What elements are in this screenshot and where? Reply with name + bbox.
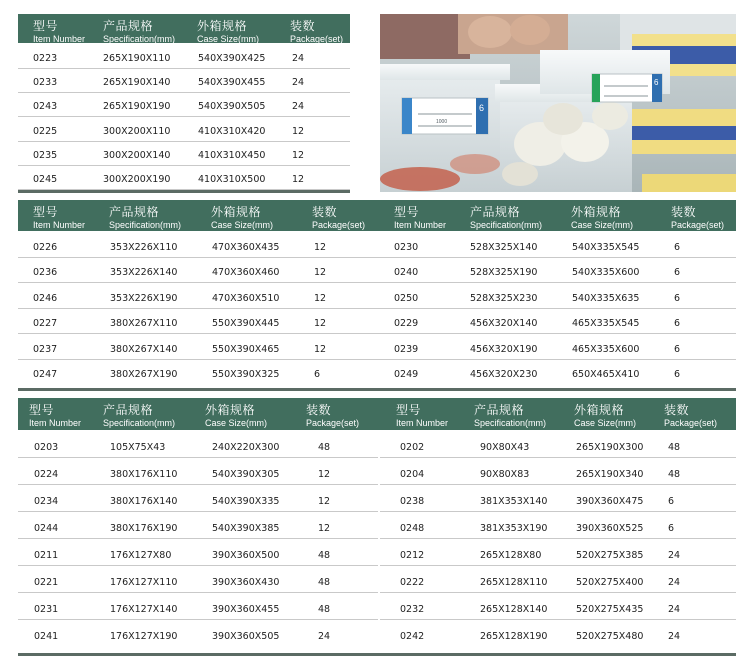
package-cell: 6 [314, 369, 321, 380]
containers-photo-illustration [380, 14, 736, 192]
item-number-cell: 0204 [400, 469, 425, 480]
package-cell: 6 [674, 267, 681, 279]
header-spec-cn: 产品规格 [103, 19, 154, 33]
case-size-cell: 520X275X480 [576, 631, 644, 642]
case-size-cell: 540X390X335 [212, 496, 280, 507]
header-item-en: Item Number [33, 34, 86, 44]
package-cell: 24 [292, 77, 305, 89]
case-size-cell: 520X275X435 [576, 604, 644, 615]
case-size-cell: 470X360X460 [212, 267, 280, 279]
case-size-cell: 470X360X435 [212, 242, 280, 253]
package-cell: 24 [668, 577, 681, 588]
case-size-cell: 410X310X420 [198, 125, 266, 137]
table-3-header [18, 398, 736, 430]
item-number-cell: 0223 [33, 53, 58, 64]
item-number-cell: 0212 [400, 550, 425, 561]
item-number-cell: 0234 [34, 496, 59, 507]
t3-h-spec-en-r: Specification(mm) [474, 418, 547, 428]
t2-header-pack-left [312, 200, 365, 230]
package-cell: 48 [318, 442, 331, 453]
case-size-cell: 240X220X300 [212, 442, 280, 453]
specification-cell: 528X325X190 [470, 267, 538, 279]
specification-cell: 176X127X110 [110, 577, 178, 588]
row-divider [380, 457, 736, 458]
t3-h-case-en-l: Case Size(mm) [205, 418, 268, 428]
specification-cell: 456X320X230 [470, 369, 538, 380]
t2-h-case-en-r: Case Size(mm) [571, 220, 634, 230]
t3-header-item-left [29, 398, 81, 428]
case-size-cell: 470X360X510 [212, 292, 280, 304]
t2-header-spec-right [470, 200, 542, 230]
photo-label-left-number: 6 [479, 103, 485, 113]
row-divider [18, 538, 378, 539]
row-divider [380, 484, 736, 485]
item-number-cell: 0232 [400, 604, 425, 615]
specification-cell: 381X353X140 [480, 496, 548, 507]
specification-cell: 353X226X110 [110, 242, 178, 253]
t3-header-case-left [205, 398, 267, 428]
case-size-cell: 540X335X635 [572, 292, 640, 304]
package-cell: 48 [318, 550, 331, 561]
t3-header-case-right [574, 398, 636, 428]
table-2-bottom-bar [18, 388, 736, 391]
row-divider [18, 359, 378, 360]
specification-cell: 380X267X140 [110, 343, 178, 355]
specification-cell: 456X320X140 [470, 318, 538, 330]
item-number-cell: 0250 [394, 292, 419, 304]
specification-cell: 265X128X110 [480, 577, 548, 588]
item-number-cell: 0202 [400, 442, 425, 453]
specification-cell: 380X267X110 [110, 318, 178, 330]
t2-h-pack-en-r: Package(set) [671, 220, 725, 230]
header-case-en: Case Size(mm) [197, 34, 260, 44]
specification-cell: 176X127X140 [110, 604, 178, 615]
row-divider [18, 565, 378, 566]
row-divider [380, 592, 736, 593]
case-size-cell: 540X390X505 [198, 101, 266, 113]
t3-h-item-cn-r: 型号 [396, 403, 422, 417]
header-package [290, 14, 343, 44]
table-1-bottom-bar [18, 190, 350, 193]
table-1 [18, 14, 350, 196]
case-size-cell: 465X335X545 [572, 318, 640, 330]
t2-h-item-en-l: Item Number [33, 220, 86, 230]
t2-header-spec-left [109, 200, 181, 230]
item-number-cell: 0249 [394, 369, 419, 380]
t3-h-pack-cn-l: 装数 [306, 403, 332, 417]
package-cell: 12 [314, 318, 327, 330]
item-number-cell: 0237 [33, 343, 58, 355]
item-number-cell: 0226 [33, 242, 58, 253]
row-divider [18, 282, 378, 283]
header-spec-en: Specification(mm) [103, 34, 176, 44]
package-cell: 6 [674, 343, 681, 355]
t2-h-case-cn-r: 外箱规格 [571, 205, 622, 219]
item-number-cell: 0248 [400, 523, 425, 534]
t2-h-pack-cn-r: 装数 [671, 205, 697, 219]
item-number-cell: 0233 [33, 77, 58, 89]
package-cell: 24 [292, 53, 305, 64]
t2-h-case-en-l: Case Size(mm) [211, 220, 274, 230]
header-pack-en: Package(set) [290, 34, 344, 44]
row-divider [18, 484, 378, 485]
t2-header-item-right [394, 200, 446, 230]
specification-cell: 265X190X190 [103, 101, 171, 113]
case-size-cell: 390X360X475 [576, 496, 644, 507]
case-size-cell: 390X360X500 [212, 550, 280, 561]
specification-cell: 353X226X190 [110, 292, 178, 304]
item-number-cell: 0246 [33, 292, 58, 304]
t2-h-spec-cn-r: 产品规格 [470, 205, 521, 219]
specification-cell: 265X190X140 [103, 77, 171, 89]
row-divider [18, 165, 350, 166]
table-2 [18, 200, 736, 392]
package-cell: 12 [292, 174, 305, 185]
case-size-cell: 550X390X465 [212, 343, 280, 355]
specification-cell: 176X127X80 [110, 550, 172, 561]
package-cell: 48 [318, 604, 331, 615]
product-photo [380, 14, 736, 192]
t2-header-case-right [571, 200, 633, 230]
t2-h-pack-en-l: Package(set) [312, 220, 366, 230]
t2-h-item-cn-l: 型号 [33, 205, 59, 219]
item-number-cell: 0203 [34, 442, 59, 453]
case-size-cell: 650X465X410 [572, 369, 640, 380]
specification-cell: 381X353X190 [480, 523, 548, 534]
case-size-cell: 390X360X505 [212, 631, 280, 642]
item-number-cell: 0243 [33, 101, 58, 113]
case-size-cell: 520X275X385 [576, 550, 644, 561]
case-size-cell: 390X360X525 [576, 523, 644, 534]
t2-h-pack-cn-l: 装数 [312, 205, 338, 219]
t2-h-spec-cn-l: 产品规格 [109, 205, 160, 219]
photo-label-right-number: 6 [654, 78, 659, 87]
package-cell: 6 [668, 496, 675, 507]
row-divider [380, 565, 736, 566]
item-number-cell: 0229 [394, 318, 419, 330]
item-number-cell: 0236 [33, 267, 58, 279]
row-divider [378, 257, 736, 258]
case-size-cell: 390X360X430 [212, 577, 280, 588]
specification-cell: 176X127X190 [110, 631, 178, 642]
item-number-cell: 0238 [400, 496, 425, 507]
t3-h-case-cn-l: 外箱规格 [205, 403, 256, 417]
package-cell: 48 [318, 577, 331, 588]
row-divider [18, 308, 378, 309]
case-size-cell: 540X335X600 [572, 267, 640, 279]
item-number-cell: 0241 [34, 631, 59, 642]
header-specification [103, 14, 175, 44]
package-cell: 12 [292, 149, 305, 161]
package-cell: 12 [318, 496, 331, 507]
specification-cell: 265X128X80 [480, 550, 542, 561]
t2-header-item-left [33, 200, 85, 230]
t2-h-spec-en-l: Specification(mm) [109, 220, 182, 230]
t3-header-pack-right [664, 398, 717, 428]
t2-h-item-cn-r: 型号 [394, 205, 420, 219]
t2-h-spec-en-r: Specification(mm) [470, 220, 543, 230]
specification-cell: 380X176X190 [110, 523, 178, 534]
item-number-cell: 0242 [400, 631, 425, 642]
case-size-cell: 540X390X385 [212, 523, 280, 534]
specification-cell: 380X176X140 [110, 496, 178, 507]
t3-h-item-en-l: Item Number [29, 418, 82, 428]
specification-cell: 90X80X43 [480, 442, 530, 453]
row-divider [18, 141, 350, 142]
case-size-cell: 465X335X600 [572, 343, 640, 355]
t3-h-spec-en-l: Specification(mm) [103, 418, 176, 428]
package-cell: 24 [668, 604, 681, 615]
item-number-cell: 0227 [33, 318, 58, 330]
package-cell: 12 [292, 125, 305, 137]
item-number-cell: 0239 [394, 343, 419, 355]
t3-h-case-cn-r: 外箱规格 [574, 403, 625, 417]
header-pack-cn: 装数 [290, 19, 316, 33]
item-number-cell: 0221 [34, 577, 59, 588]
package-cell: 24 [668, 631, 681, 642]
row-divider [378, 308, 736, 309]
item-number-cell: 0247 [33, 369, 58, 380]
t3-header-pack-left [306, 398, 359, 428]
package-cell: 24 [292, 101, 305, 113]
package-cell: 12 [318, 523, 331, 534]
case-size-cell: 550X390X445 [212, 318, 280, 330]
case-size-cell: 520X275X400 [576, 577, 644, 588]
table-1-header [18, 14, 350, 43]
case-size-cell: 550X390X325 [212, 369, 280, 380]
t3-header-spec-right [474, 398, 546, 428]
row-divider [378, 359, 736, 360]
case-size-cell: 410X310X500 [198, 174, 266, 185]
t3-h-case-en-r: Case Size(mm) [574, 418, 637, 428]
case-size-cell: 265X190X340 [576, 469, 644, 480]
package-cell: 6 [674, 369, 681, 380]
row-divider [18, 619, 378, 620]
t2-h-item-en-r: Item Number [394, 220, 447, 230]
specification-cell: 528X325X140 [470, 242, 538, 253]
t3-h-spec-cn-l: 产品规格 [103, 403, 154, 417]
package-cell: 24 [668, 550, 681, 561]
item-number-cell: 0231 [34, 604, 59, 615]
header-case-size [197, 14, 259, 44]
row-divider [18, 189, 350, 190]
package-cell: 48 [668, 442, 681, 453]
row-divider [18, 457, 378, 458]
package-cell: 6 [674, 292, 681, 304]
t3-h-pack-en-l: Package(set) [306, 418, 360, 428]
item-number-cell: 0244 [34, 523, 59, 534]
package-cell: 6 [674, 318, 681, 330]
item-number-cell: 0230 [394, 242, 419, 253]
specification-cell: 528X325X230 [470, 292, 538, 304]
specification-cell: 265X128X190 [480, 631, 548, 642]
row-divider [18, 116, 350, 117]
header-case-cn: 外箱规格 [197, 19, 248, 33]
table-2-header [18, 200, 736, 231]
package-cell: 12 [314, 343, 327, 355]
t3-header-item-right [396, 398, 448, 428]
package-cell: 12 [314, 242, 327, 253]
t2-header-case-left [211, 200, 273, 230]
specification-cell: 380X176X110 [110, 469, 178, 480]
item-number-cell: 0222 [400, 577, 425, 588]
specification-cell: 380X267X190 [110, 369, 178, 380]
row-divider [18, 333, 378, 334]
t2-header-pack-right [671, 200, 724, 230]
row-divider [18, 92, 350, 93]
row-divider [380, 619, 736, 620]
t3-h-pack-en-r: Package(set) [664, 418, 718, 428]
row-divider [18, 257, 378, 258]
specification-cell: 105X75X43 [110, 442, 166, 453]
item-number-cell: 0240 [394, 267, 419, 279]
case-size-cell: 540X335X545 [572, 242, 640, 253]
case-size-cell: 540X390X455 [198, 77, 266, 89]
package-cell: 6 [674, 242, 681, 253]
package-cell: 12 [314, 267, 327, 279]
photo-label-text: 1000 [436, 119, 448, 125]
specification-cell: 90X80X83 [480, 469, 530, 480]
case-size-cell: 265X190X300 [576, 442, 644, 453]
specification-cell: 456X320X190 [470, 343, 538, 355]
item-number-cell: 0235 [33, 149, 58, 161]
t3-h-spec-cn-r: 产品规格 [474, 403, 525, 417]
case-size-cell: 540X390X305 [212, 469, 280, 480]
case-size-cell: 390X360X455 [212, 604, 280, 615]
row-divider [18, 592, 378, 593]
item-number-cell: 0225 [33, 125, 58, 137]
specification-cell: 265X128X140 [480, 604, 548, 615]
row-divider [380, 511, 736, 512]
header-item-number [33, 14, 85, 44]
row-divider [378, 282, 736, 283]
item-number-cell: 0224 [34, 469, 59, 480]
package-cell: 12 [318, 469, 331, 480]
case-size-cell: 410X310X450 [198, 149, 266, 161]
package-cell: 24 [318, 631, 331, 642]
row-divider [378, 333, 736, 334]
row-divider [380, 538, 736, 539]
specification-cell: 300X200X140 [103, 149, 171, 161]
header-item-cn: 型号 [33, 19, 59, 33]
t2-h-case-cn-l: 外箱规格 [211, 205, 262, 219]
specification-cell: 300X200X190 [103, 174, 171, 185]
t3-h-pack-cn-r: 装数 [664, 403, 690, 417]
t3-h-item-cn-l: 型号 [29, 403, 55, 417]
package-cell: 48 [668, 469, 681, 480]
specification-cell: 353X226X140 [110, 267, 178, 279]
table-3-bottom-bar [18, 653, 736, 656]
package-cell: 12 [314, 292, 327, 304]
specification-cell: 300X200X110 [103, 125, 171, 137]
table-3 [18, 398, 736, 660]
t3-h-item-en-r: Item Number [396, 418, 449, 428]
row-divider [18, 511, 378, 512]
item-number-cell: 0211 [34, 550, 59, 561]
row-divider [18, 68, 350, 69]
package-cell: 6 [668, 523, 675, 534]
specification-cell: 265X190X110 [103, 53, 171, 64]
t3-header-spec-left [103, 398, 175, 428]
item-number-cell: 0245 [33, 174, 58, 185]
case-size-cell: 540X390X425 [198, 53, 266, 64]
